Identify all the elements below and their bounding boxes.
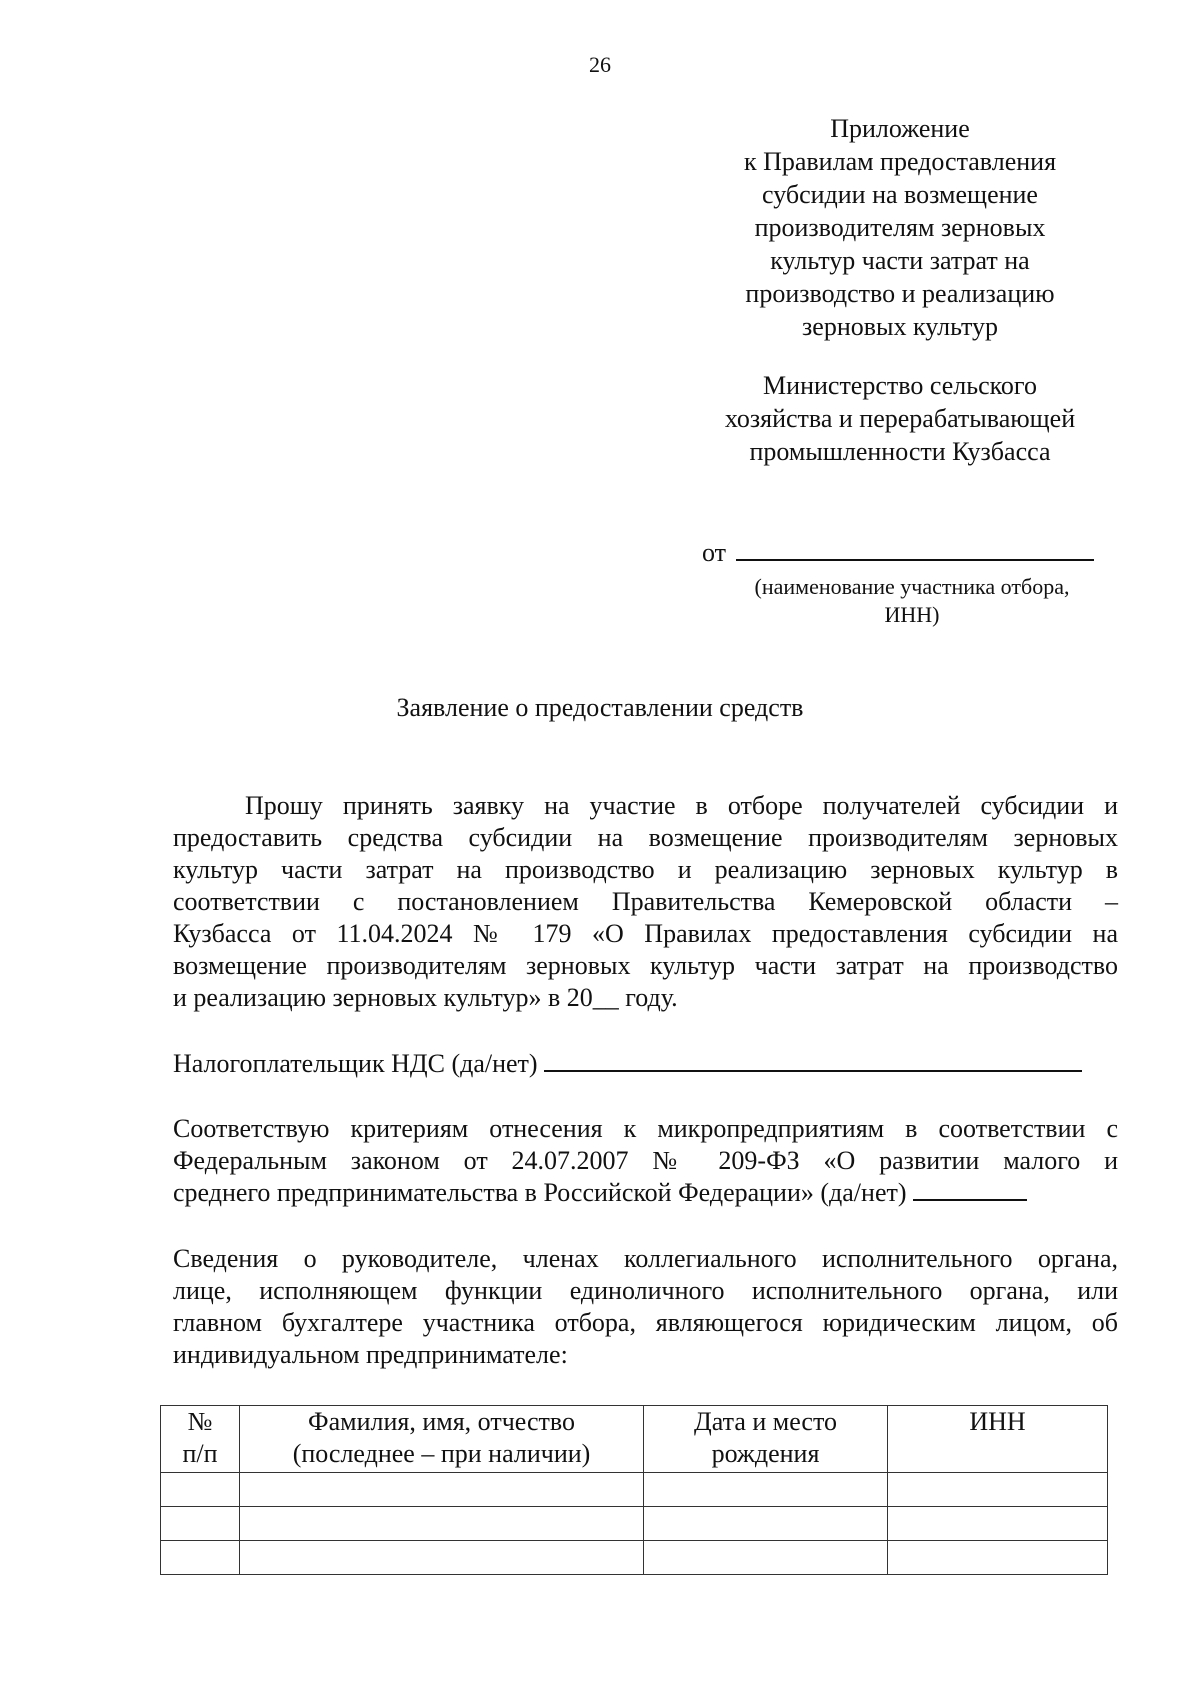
- table-cell[interactable]: [644, 1541, 888, 1575]
- paragraph-line: соответствии с постановлением Правительства Кемеровской области –: [173, 887, 1118, 916]
- table-cell[interactable]: [240, 1473, 644, 1507]
- persons-table: [160, 1405, 1108, 1575]
- paragraph-line: Соответствую критериям отнесения к микропредприятиям в соответствии с: [173, 1114, 1118, 1143]
- table-cell[interactable]: [644, 1473, 888, 1507]
- appendix-line: Приложение: [830, 114, 970, 143]
- paragraph-line: Прошу принять заявку на участие в отборе получателей субсидии и: [245, 791, 1118, 820]
- appendix-line: к Правилам предоставления: [743, 147, 1057, 176]
- vat-payer-row: [173, 1048, 1118, 1080]
- request-paragraph: [173, 790, 1118, 1014]
- from-label: от: [702, 538, 727, 567]
- addressee-block: [690, 369, 1110, 468]
- paragraph-line-text: среднего предпринимательства в Российской Федерации» (да/нет): [173, 1178, 907, 1207]
- column-header-number: [161, 1406, 240, 1473]
- appendix-line: производство и реализацию: [745, 279, 1055, 308]
- paragraph-line: и реализацию зерновых культур» в 20__ году.: [173, 983, 678, 1012]
- table-cell[interactable]: [240, 1541, 644, 1575]
- vat-payer-field[interactable]: [544, 1048, 1082, 1072]
- paragraph-line: лице, исполняющем функции единоличного исполнительного органа, или: [173, 1276, 1118, 1305]
- table-cell[interactable]: [161, 1507, 240, 1541]
- table-cell[interactable]: [161, 1473, 240, 1507]
- paragraph-line: предоставить средства субсидии на возмещение производителям зерновых: [173, 823, 1118, 852]
- paragraph-line: Сведения о руководителе, членах коллегиального исполнительного органа,: [173, 1244, 1118, 1273]
- paragraph-line: возмещение производителям зерновых культур части затрат на производство: [173, 951, 1118, 980]
- paragraph-line: культур части затрат на производство и реализацию зерновых культур в: [173, 855, 1118, 884]
- header-line: (последнее – при наличии): [292, 1439, 591, 1468]
- header-line: Дата и место: [694, 1407, 837, 1436]
- table-row: [161, 1473, 1108, 1507]
- table-row: [161, 1541, 1108, 1575]
- page-number: 26: [589, 52, 611, 77]
- appendix-header: [690, 112, 1110, 343]
- header-line: п/п: [182, 1439, 218, 1468]
- micro-enterprise-paragraph: [173, 1113, 1118, 1209]
- appendix-line: субсидии на возмещение: [762, 180, 1038, 209]
- column-header-full-name: [240, 1406, 644, 1473]
- table-cell[interactable]: [888, 1541, 1108, 1575]
- table-cell[interactable]: [644, 1507, 888, 1541]
- from-row: [702, 537, 1102, 568]
- table-cell[interactable]: [888, 1507, 1108, 1541]
- appendix-line: зерновых культур: [802, 312, 998, 341]
- column-header-inn: [888, 1406, 1108, 1473]
- from-note-line: ИНН): [884, 602, 940, 627]
- header-line: №: [187, 1407, 213, 1436]
- statement-title: Заявление о предоставлении средств: [396, 693, 804, 722]
- paragraph-line: [173, 1177, 1118, 1209]
- addressee-line: промышленности Кузбасса: [749, 437, 1051, 466]
- table-row: [161, 1507, 1108, 1541]
- header-line: ИНН: [969, 1407, 1026, 1436]
- table-cell[interactable]: [161, 1541, 240, 1575]
- paragraph-line: Федеральным законом от 24.07.2007 № 209-ФЗ «О развитии малого и: [173, 1146, 1118, 1175]
- paragraph-line: индивидуальном предпринимателе:: [173, 1340, 568, 1369]
- header-line: рождения: [711, 1439, 820, 1468]
- paragraph-line: главном бухгалтере участника отбора, являющегося юридическим лицом, об: [173, 1308, 1118, 1337]
- applicant-name-field[interactable]: [736, 537, 1094, 561]
- appendix-line: производителям зерновых: [754, 213, 1046, 242]
- table-cell[interactable]: [888, 1473, 1108, 1507]
- table-header-row: [161, 1406, 1108, 1473]
- from-note-line: (наименование участника отбора,: [754, 574, 1070, 599]
- persons-info-paragraph: [173, 1243, 1118, 1371]
- header-line: Фамилия, имя, отчество: [308, 1407, 575, 1436]
- paragraph-line: Кузбасса от 11.04.2024 № 179 «О Правилах предоставления субсидии на: [173, 919, 1118, 948]
- vat-payer-label: Налогоплательщик НДС (да/нет): [173, 1049, 538, 1078]
- appendix-line: культур части затрат на: [770, 246, 1030, 275]
- addressee-line: хозяйства и перерабатывающей: [724, 404, 1076, 433]
- from-note: [722, 573, 1102, 629]
- addressee-line: Министерство сельского: [763, 371, 1037, 400]
- table-cell[interactable]: [240, 1507, 644, 1541]
- column-header-birth: [644, 1406, 888, 1473]
- micro-enterprise-field[interactable]: [913, 1177, 1027, 1201]
